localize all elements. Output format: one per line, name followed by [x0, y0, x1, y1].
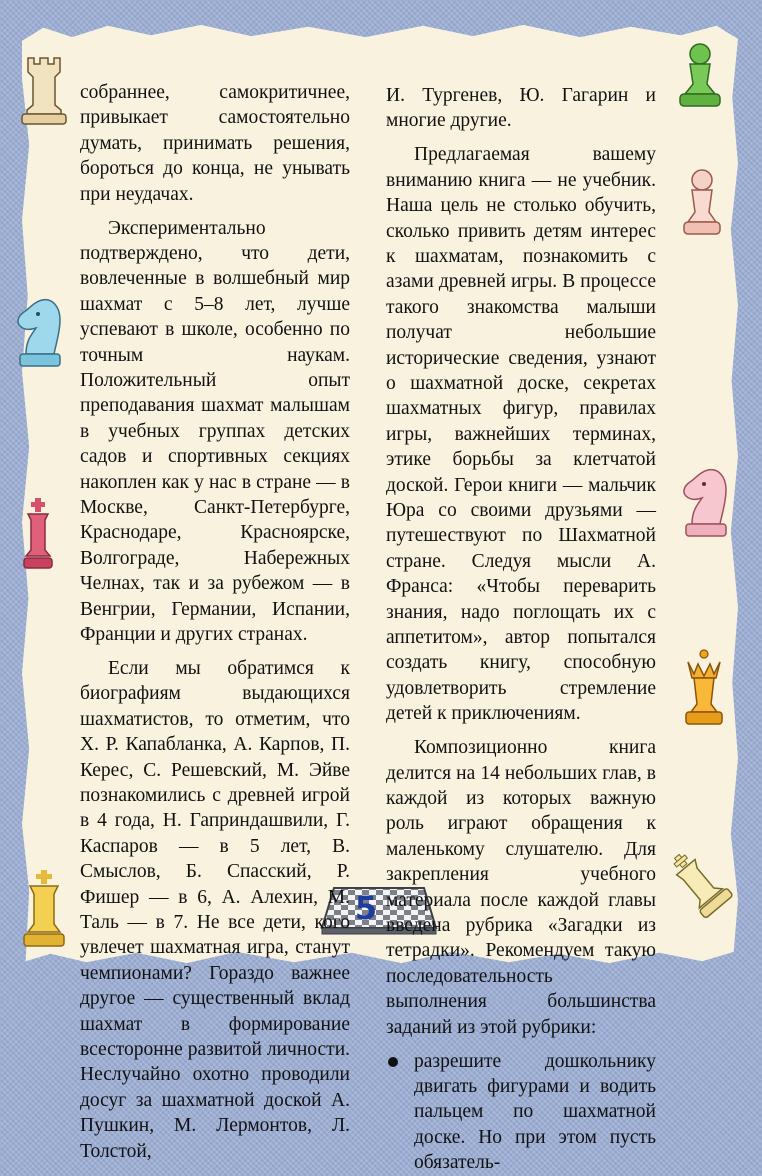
queen-piece-icon [680, 648, 728, 732]
paragraph: И. Тургенев, Ю. Гагарин и многие другие. [386, 85, 656, 132]
pawn-piece-icon [672, 40, 728, 112]
right-column [386, 83, 656, 1176]
paragraph: Композиционно книга делится на 14 небольших глав, в каждой из которых важную роль играют обращения к маленькому слушателю. Для закрепления учебного материала после каждой главы введена рубрика «Загадки из тетрадки». Рекомендуем такую последовательность выполнения большинства заданий из этой рубрики: [386, 737, 656, 1038]
knight-piece-icon-pink [676, 466, 734, 542]
page-number: 5 [354, 889, 378, 927]
paragraph: Экспериментально подтверждено, что дети, вовлеченные в волшебный мир шахмат с 5–8 лет, лучше успевают в школе, особенно по точным наукам. Положительный опыт преподавания шахмат малышам в учебных группах детских садов и спортивных секциях накоплен как у нас в стране — в Москве, Санкт-Петербурге, Краснодаре, Красноярске, Волгограде, Набережных Челнах, так и за рубежом — в Венгрии, Германии, Испании, Франции и других странах. [80, 217, 350, 646]
knight-piece-icon [12, 296, 68, 370]
left-column [80, 80, 350, 1173]
bullet-icon [388, 1057, 398, 1067]
paragraph: собраннее, самокритичнее, привыкает самостоятельно думать, принимать решения, бороться до конца, не унывать при неудачах. [80, 82, 350, 205]
rook-piece-icon [20, 54, 68, 128]
bullet-text: разрешите дошкольнику двигать фигурами и водить пальцем по шахматной доске. Но при этом пусть обязатель- [414, 1050, 656, 1174]
paragraph: Если мы обратимся к биографиям выдающихся шахматистов, то отметим, что Х. Р. Капабланка, А. Карпов, П. Керес, С. Решевский, М. Эйве познакомились с древней игрой в 4 года, Н. Гаприндашвили, Г. Каспаров — в 5 лет, В. Смыслов, Б. Спасский, Р. Фишер — в 6, А. Алехин, М. Таль — в 7. Не все дети, кого увлечет шахматная игра, станут чемпионами? Гораздо важнее другое — существенный вклад шахмат в формирование всесторонне развитой личности. Неслучайно охотно проводили досуг за шахматной доской А. Пушкин, М. Лермонтов, Л. Толстой, [80, 657, 350, 1162]
paragraph: Предлагаемая вашему вниманию книга — не учебник. Наша цель не столько обучить, сколько привить детям интерес к шахматам, познакомить с азами древней игры. В процессе такого знакомства малыши получат небольшие исторические сведения, узнают о шахматной доске, секретах шахматных фигур, правилах игры, важнейших терминах, этике борьбы за клетчатой доской. Герои книги — мальчик Юра со своими друзьями — путешествуют по Шахматной стране. Следуя мысли А. Франса: «Чтобы переварить знания, надо поглощать их с аппетитом», автор попытался создать книгу, способную удовлетворить стремление детей к приключениям. [386, 144, 656, 725]
king-piece-icon-cream [664, 848, 736, 920]
pawn-piece-icon-pink [680, 166, 724, 240]
king-piece-icon [20, 496, 56, 572]
bullet-item [386, 1049, 656, 1176]
king-piece-icon-yellow [20, 868, 68, 952]
